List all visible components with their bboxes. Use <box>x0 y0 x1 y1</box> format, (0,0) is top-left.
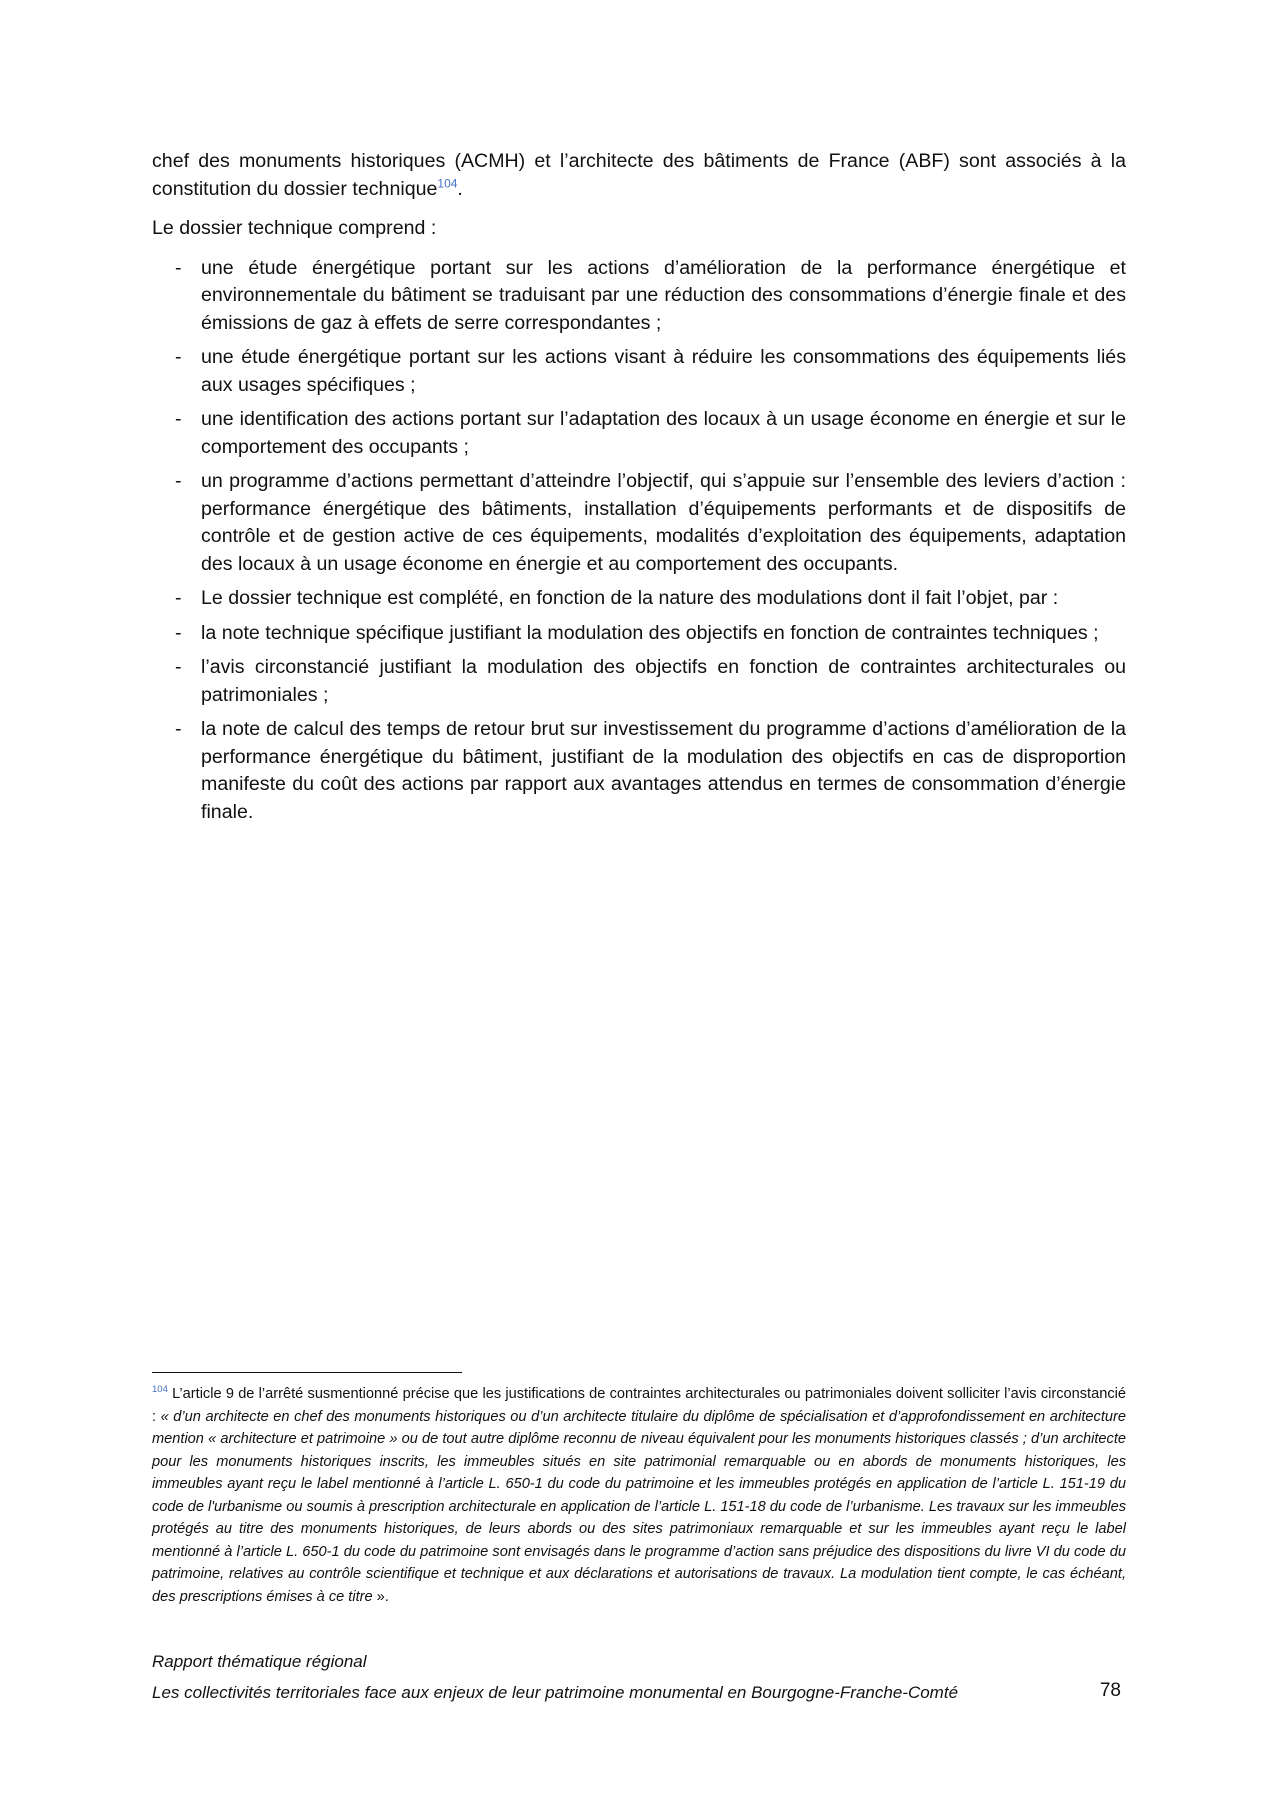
footnote <box>152 1383 1126 1608</box>
list-item <box>152 620 1126 648</box>
bullet-dash: - <box>175 256 182 279</box>
list-item <box>152 406 1126 461</box>
footnote-number: 104 <box>152 1384 168 1396</box>
dossier-items-list <box>152 255 1126 827</box>
footnote-separator <box>152 1372 462 1373</box>
bullet-dash: - <box>175 346 182 368</box>
footnote-quote: « d’un architecte en chef des monuments historiques ou d’un architecte titulaire du diplôme de spécialisation et d’approfondissement en architecture mention « architecture et patrimoine » ou de tout autre diplôme reconnu de niveau équivalent pour les monuments historiques classés ; d’un architecte pour les monuments historiques inscrits, les immeubles situés en site patrimonial remarquable ou en abords de monuments historiques, les immeubles ayant reçu le label mentionné à l’article L. 650-1 du code du patrimoine et les immeubles protégés en application de l’article L. 151-19 du code de l'urbanisme ou soumis à prescription architecturale en application de l’article L. 151-18 du code de l’urbanisme. Les travaux sur les immeubles protégés au titre des monuments historiques, de leurs abords ou des sites patrimoniaux remarquable et sur les immeubles ayant reçu le label mentionné à l’article L. 650-1 du code du patrimoine sont envisagés dans le programme d’action sans préjudice des dispositions du livre VI du code du patrimoine, relatives au contrôle scientifique et technique et aux déclarations et autorisations de travaux. La modulation tient compte, le cas échéant, des prescriptions émises à ce titre <box>152 1408 1126 1605</box>
list-item <box>152 255 1126 338</box>
list-item-text: la note de calcul des temps de retour brut sur investissement du programme d’actions d’amélioration de la performance énergétique du bâtiment, justifiant de la modulation des objectifs en cas de disproportion manifeste du coût des actions par rapport aux avantages attendus en termes de consommation d’énergie finale. <box>201 718 1126 823</box>
intro-end: . <box>457 177 463 200</box>
list-item-text: une étude énergétique portant sur les actions d’amélioration de la performance énergétique et environnementale du bâtiment se traduisant par une réduction des consommations d’énergie finale et des émissions de gaz à effets de serre correspondantes ; <box>201 256 1126 334</box>
list-item-text: la note technique spécifique justifiant la modulation des objectifs en fonction de contraintes techniques ; <box>201 621 1099 644</box>
list-item-text: Le dossier technique est complété, en fonction de la nature des modulations dont il fait l’objet, par : <box>201 587 1059 609</box>
list-item-text: une étude énergétique portant sur les actions visant à réduire les consommations des équipements liés aux usages spécifiques ; <box>201 346 1126 396</box>
bullet-dash: - <box>175 408 182 430</box>
list-item <box>152 654 1126 709</box>
page-number: 78 <box>1099 1680 1121 1701</box>
lead-paragraph: Le dossier technique comprend : <box>152 217 437 239</box>
footnote-lead: L’article 9 de l’arrêté susmentionné précise que les justifications de contraintes architecturales ou patrimoniales doivent solliciter l’avis circonstancié : <box>152 1386 1126 1425</box>
list-item <box>152 344 1126 399</box>
intro-paragraph <box>152 148 1126 203</box>
bullet-dash: - <box>175 470 182 492</box>
bullet-dash: - <box>175 718 182 740</box>
footnote-reference[interactable]: 104 <box>437 175 458 190</box>
bullet-dash: - <box>175 621 182 644</box>
footer-report-type: Rapport thématique régional <box>152 1652 367 1671</box>
list-item-text: une identification des actions portant sur l’adaptation des locaux à un usage économe en énergie et sur le comportement des occupants ; <box>201 408 1126 458</box>
bullet-dash: - <box>175 656 182 678</box>
list-item-text: l’avis circonstancié justifiant la modulation des objectifs en fonction de contraintes architecturales ou patrimoniales ; <box>201 656 1126 706</box>
list-item <box>152 468 1126 578</box>
list-item <box>152 585 1126 613</box>
list-item-text: un programme d’actions permettant d’atteindre l’objectif, qui s’appuie sur l’ensemble des leviers d’action : performance énergétique des bâtiments, installation d’équipements performants et de dispositifs de contrôle et de gestion active de ces équipements, modalités d’exploitation des équipements, adaptation des locaux à un usage économe en énergie et au comportement des occupants. <box>201 470 1126 575</box>
intro-text: chef des monuments historiques (ACMH) et l’architecte des bâtiments de France (ABF) sont associés à la constitution du dossier technique <box>152 150 1126 200</box>
list-item <box>152 716 1126 826</box>
footnote-end: ». <box>372 1588 389 1605</box>
footer-report-title: Les collectivités territoriales face aux enjeux de leur patrimoine monumental en Bourgogne-Franche-Comté <box>152 1683 959 1702</box>
bullet-dash: - <box>175 587 182 609</box>
body-text <box>152 148 1126 833</box>
